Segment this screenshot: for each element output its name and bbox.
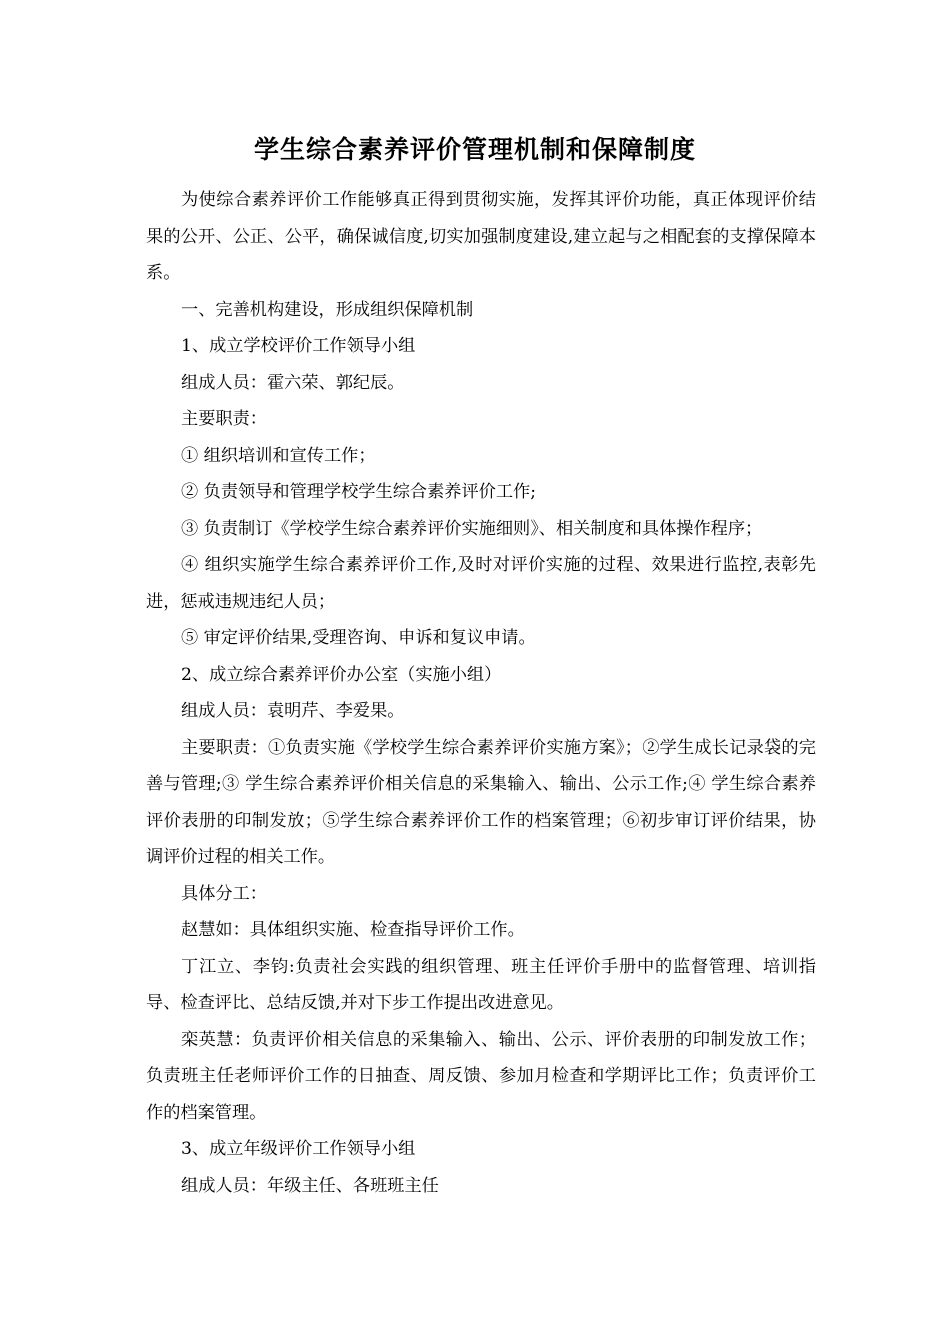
division-item: 栾英慧：负责评价相关信息的采集输入、输出、公示、评价表册的印制发放工作；负责班主任老师评价工作的日抽查、周反馈、参加月检查和学期评比工作；负责评价工作的档案管理。	[146, 1029, 816, 1123]
subsection-heading-1: 1、成立学校评价工作领导小组	[181, 336, 416, 356]
duty-item: ⑤ 审定评价结果,受理咨询、申诉和复议申请。	[181, 628, 536, 648]
members-line: 组成人员：袁明芹、李爱果。	[181, 701, 405, 721]
document-body	[146, 182, 816, 1204]
duties-label: 主要职责：	[181, 409, 267, 429]
division-label: 具体分工：	[181, 883, 267, 904]
document-title: 学生综合素养评价管理机制和保障制度	[253, 135, 696, 164]
duty-item: ③ 负责制订《学校学生综合素养评价实施细则》、相关制度和具体操作程序；	[181, 518, 763, 539]
intro-paragraph: 为使综合素养评价工作能够真正得到贯彻实施，发挥其评价功能，真正体现评价结果的公开、公正、公平，确保诚信度,切实加强制度建设,建立起与之相配套的支撑保障本系。	[146, 190, 816, 283]
subsection-heading-2: 2、成立综合素养评价办公室（实施小组）	[181, 664, 502, 685]
duty-item: ② 负责领导和管理学校学生综合素养评价工作;	[181, 482, 537, 502]
division-item: 赵慧如：具体组织实施、检查指导评价工作。	[181, 920, 525, 940]
duties-paragraph: 主要职责：①负责实施《学校学生综合素养评价实施方案》；②学生成长记录袋的完善与管理;③ 学生综合素养评价相关信息的采集输入、输出、公示工作;④ 学生综合素养评价表册的印制发放；⑤学生综合素养评价工作的档案管理；⑥初步审订评价结果，协调评价过程的相关工作。	[146, 737, 816, 867]
members-line: 组成人员：霍六荣、郭纪辰。	[181, 372, 405, 393]
section-heading-1: 一、完善机构建设，形成组织保障机制	[181, 299, 474, 320]
division-item: 丁江立、李钧:负责社会实践的组织管理、班主任评价手册中的监督管理、培训指导、检查评比、总结反馈,并对下步工作提出改进意见。	[146, 956, 816, 1013]
duty-item: ① 组织培训和宣传工作；	[181, 445, 376, 466]
duty-item: ④ 组织实施学生综合素养评价工作,及时对评价实施的过程、效果进行监控,表彰先进，惩戒违规违纪人员；	[146, 555, 816, 612]
members-line: 组成人员：年级主任、各班班主任	[181, 1175, 439, 1196]
subsection-heading-3: 3、成立年级评价工作领导小组	[181, 1139, 416, 1159]
